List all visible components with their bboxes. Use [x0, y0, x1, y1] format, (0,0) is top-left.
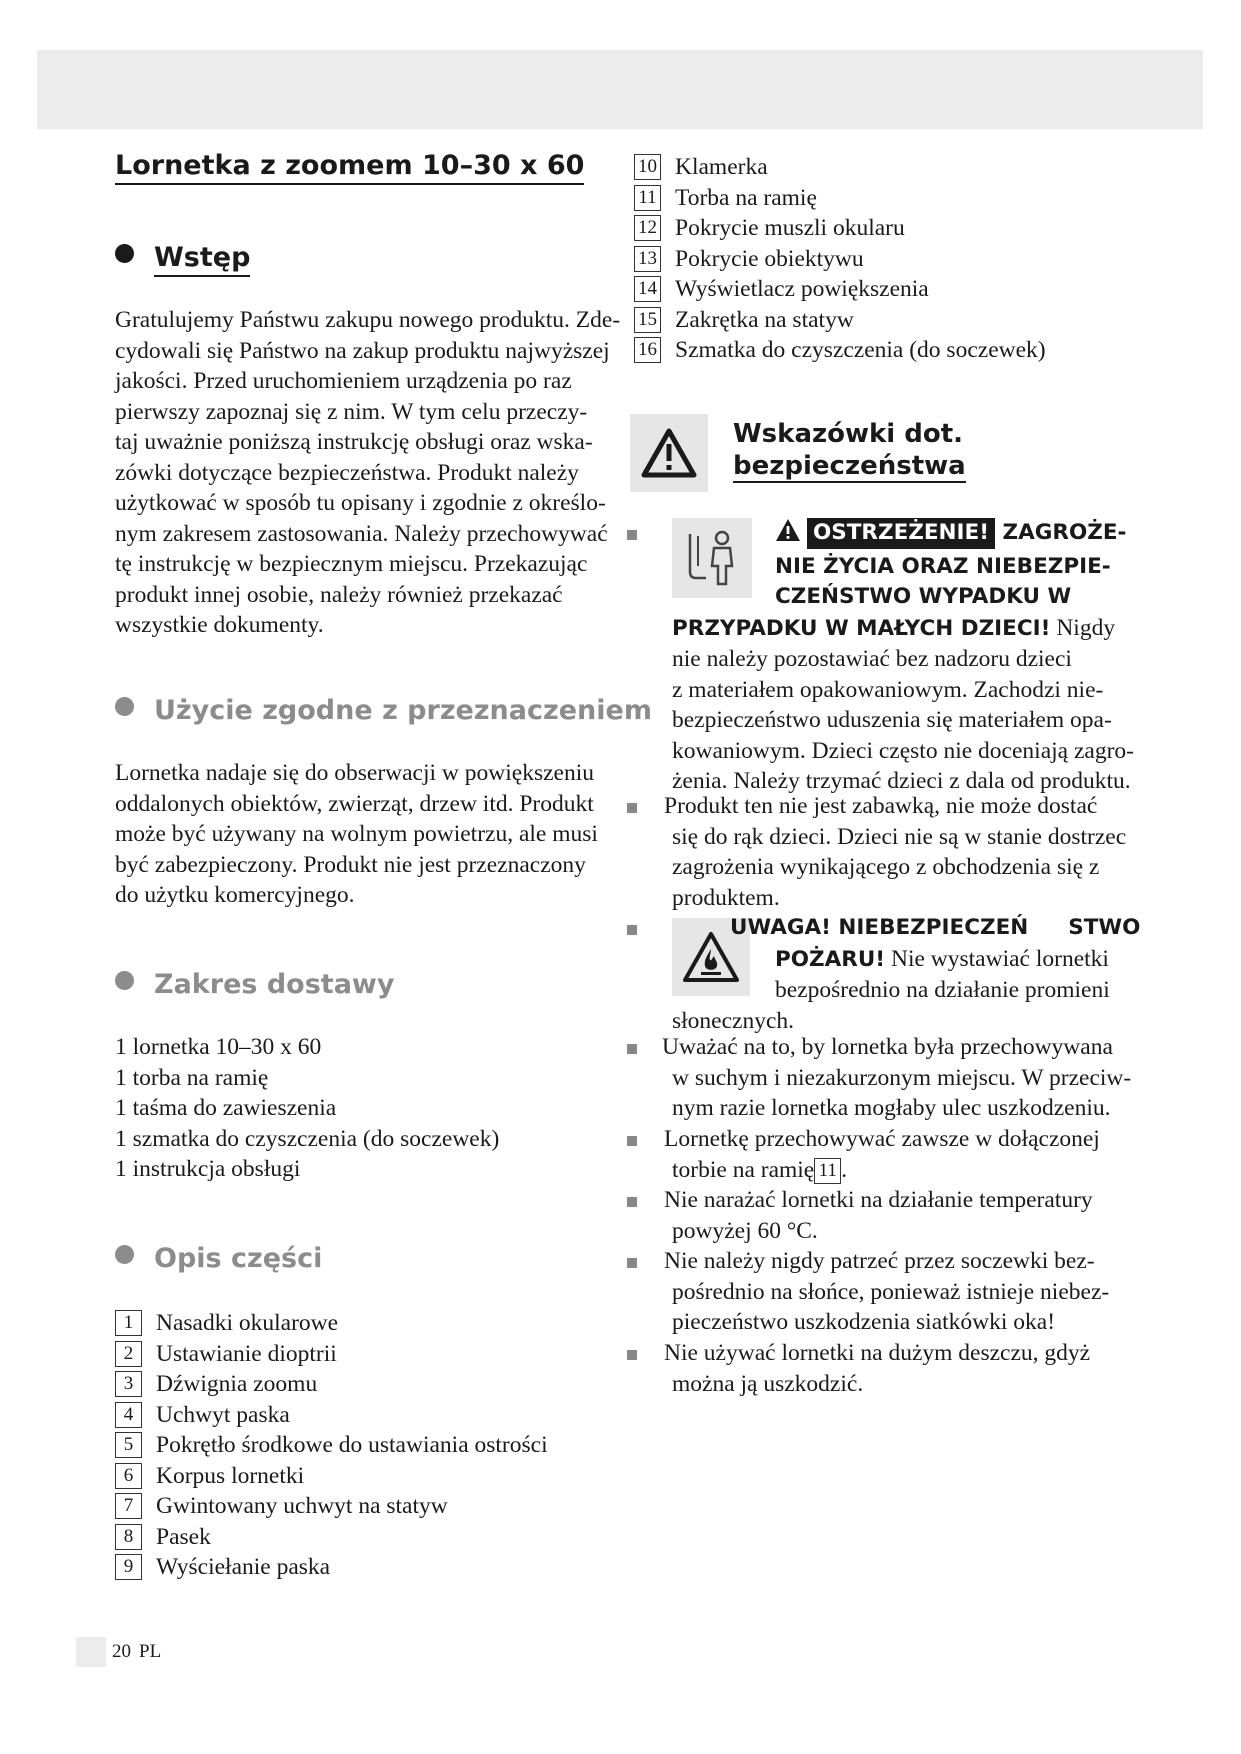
bullet-dot-icon	[115, 971, 134, 990]
part-item: 7 Gwintowany uchwyt na statyw	[115, 1491, 548, 1522]
safety-item: Nie należy nigdy patrzeć przez soczewki bez- pośrednio na słońce, ponieważ istnieje niebez- pieczeństwo uszkodzenia siatkówki oka!	[664, 1248, 1110, 1335]
header-bar	[37, 50, 1203, 129]
intended-use-heading: Użycie zgodne z przeznaczeniem	[115, 695, 652, 726]
list-item: 1 taśma do zawieszenia	[115, 1095, 337, 1121]
parts-list-right	[634, 152, 1046, 366]
part-item: 3 Dźwignia zoomu	[115, 1369, 548, 1400]
warning-children: OSTRZEŻENIE! ZAGROŻE- NIE ŻYCIA ORAZ NIEBEZPIE- CZEŃSTWO WYPADKU W PRZYPADKU W MAŁYCH DZIECI! Nigdy nie należy pozostawiać bez nadzoru dzieci z materiałem opakowaniowym. Zachodzi nie- bezpieczeństwo uduszenia się materiałem opa- kowaniowym. Dzieci często nie doceniają zagro- żenia. Należy trzymać dzieci z dala od produktu.	[672, 520, 1134, 794]
part-item: 5 Pokrętło środkowe do ustawiania ostrości	[115, 1430, 548, 1461]
part-item: 13 Pokrycie obiektywu	[634, 244, 1046, 275]
part-item: 12 Pokrycie muszli okularu	[634, 213, 1046, 244]
page-footer	[76, 1637, 161, 1667]
bullet-square-icon	[627, 1044, 637, 1054]
bullet-square-icon	[627, 1136, 637, 1146]
warning-small-icon	[775, 518, 801, 552]
warning-fire: UWAGA! NIEBEZPIECZEŃ STWO POŻARU! Nie wystawiać lornetki bezpośrednio na działanie promieni słonecznych.	[672, 915, 1141, 1034]
part-item: 16 Szmatka do czyszczenia (do soczewek)	[634, 335, 1046, 366]
list-item: 1 lornetka 10–30 x 60	[115, 1034, 322, 1060]
part-item: 1 Nasadki okularowe	[115, 1308, 548, 1339]
warning-triangle-icon	[630, 414, 708, 492]
page-number: 20	[112, 1641, 131, 1662]
bullet-square-icon	[627, 1197, 637, 1207]
part-item: 8 Pasek	[115, 1522, 548, 1553]
intended-use-paragraph: Lornetka nadaje się do obserwacji w powiększeniu oddalonych obiektów, zwierząt, drzew itd. Produkt może być używany na wolnym powietrzu, ale musi być zabezpieczony. Produkt nie jest przeznaczony do użytku komercyjnego.	[115, 760, 598, 908]
parts-list-left	[115, 1308, 548, 1583]
page-title: Lornetka z zoomem 10–30 x 60	[115, 150, 584, 185]
bullet-square-icon	[627, 803, 637, 813]
delivery-heading: Zakres dostawy	[115, 969, 394, 1000]
safety-item: Lornetkę przechowywać zawsze w dołączonej torbie na ramię 11 .	[664, 1126, 1100, 1183]
bullet-dot-icon	[115, 1245, 134, 1264]
delivery-list	[115, 1032, 635, 1185]
part-item: 9 Wyściełanie paska	[115, 1552, 548, 1583]
warning-label: OSTRZEŻENIE!	[807, 518, 995, 549]
safety-item: Nie używać lornetki na dużym deszczu, gdyż można ją uszkodzić.	[664, 1340, 1091, 1397]
part-item: 10 Klamerka	[634, 152, 1046, 183]
list-item: 1 torba na ramię	[115, 1064, 269, 1091]
part-item: 15 Zakrętka na statyw	[634, 305, 1046, 336]
part-item: 11 Torba na ramię	[634, 183, 1046, 214]
part-reference: 11	[814, 1158, 841, 1184]
bullet-square-icon	[627, 530, 637, 540]
bullet-square-icon	[627, 925, 637, 935]
safety-item: Uważać na to, by lornetka była przechowywana w suchym i niezakurzonym miejscu. W przeciw- nym razie lornetka mogłaby ulec uszkodzeniu.	[662, 1034, 1132, 1121]
page-language: PL	[139, 1641, 162, 1662]
part-item: 2 Ustawianie dioptrii	[115, 1339, 548, 1370]
bullet-dot-icon	[115, 697, 134, 716]
bullet-dot-icon	[115, 244, 134, 263]
parts-heading: Opis części	[115, 1243, 322, 1274]
bullet-square-icon	[627, 1258, 637, 1268]
safety-item: Produkt ten nie jest zabawką, nie może dostać się do rąk dzieci. Dzieci nie są w stanie dostrzec zagrożenia wynikającego z obchodzenia się z produktem.	[664, 793, 1127, 911]
part-item: 14 Wyświetlacz powiększenia	[634, 274, 1046, 305]
footer-marker	[76, 1637, 106, 1667]
list-item: 1 instrukcja obsługi	[115, 1156, 301, 1182]
intro-paragraph: Gratulujemy Państwu zakupu nowego produktu. Zde- cydowali się Państwo na zakup produktu najwyższej jakości. Przed uruchomieniem urządzenia po raz pierwszy zapoznaj się z nim. W tym celu przeczy- taj uważnie poniższą instrukcję obsługi oraz wska- zówki dotyczące bezpieczeństwa. Produkt należy użytkować w sposób tu opisany i zgodnie z określo- nym zakresem zastosowania. Należy przechowywać tę instrukcję w bezpiecznym miejscu. Przekazując produkt innej osobie, należy również przekazać wszystkie dokumenty.	[115, 307, 621, 638]
part-item: 4 Uchwyt paska	[115, 1400, 548, 1431]
safety-item: Nie narażać lornetki na działanie temperatury powyżej 60 °C.	[664, 1187, 1093, 1244]
safety-heading: Wskazówki dot. bezpieczeństwa	[630, 414, 966, 492]
list-item: 1 szmatka do czyszczenia (do soczewek)	[115, 1125, 500, 1152]
intro-heading: Wstęp	[115, 242, 250, 273]
bullet-square-icon	[627, 1350, 637, 1360]
part-item: 6 Korpus lornetki	[115, 1461, 548, 1492]
